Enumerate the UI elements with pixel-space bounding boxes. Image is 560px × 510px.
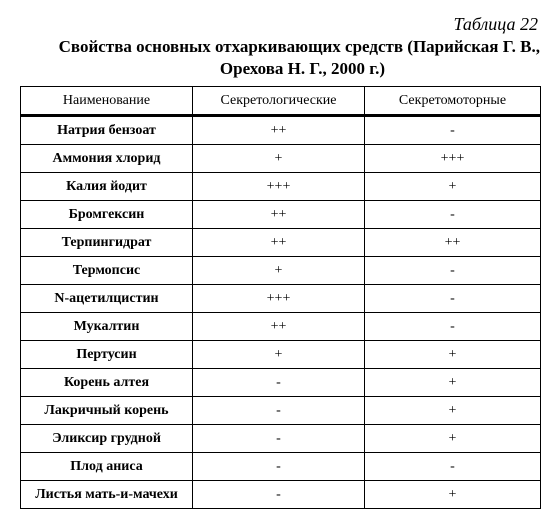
title-line-2: Орехова Н. Г., 2000 г.) [219,59,385,78]
secretomotor-cell: + [365,397,541,425]
drug-name-cell: Термопсис [21,257,193,285]
table-row [21,257,541,285]
secretolytic-cell: ++ [193,201,365,229]
column-header-secretomotor: Секретомоторные [365,87,541,116]
table-number: Таблица 22 [453,14,538,34]
drug-name-cell: Мукалтин [21,313,193,341]
secretolytic-cell: - [193,453,365,481]
secretomotor-cell: - [365,257,541,285]
table-row [21,425,541,453]
secretolytic-cell: - [193,481,365,509]
secretomotor-cell: - [365,285,541,313]
drug-name-cell: Корень алтея [21,369,193,397]
drug-name-cell: Аммония хлорид [21,145,193,173]
column-header-secretolytic: Секретологические [193,87,365,116]
secretolytic-cell: + [193,145,365,173]
table-row [21,145,541,173]
title-line-1: Свойства основных отхаркивающих средств (Парийская Г. В., [58,37,540,56]
secretomotor-cell: + [365,425,541,453]
secretomotor-cell: + [365,341,541,369]
table-row [21,481,541,509]
secretomotor-cell: + [365,369,541,397]
secretolytic-cell: ++ [193,313,365,341]
drug-name-cell: Натрия бензоат [21,116,193,145]
secretolytic-cell: - [193,425,365,453]
secretolytic-cell: +++ [193,285,365,313]
table-row [21,201,541,229]
secretomotor-cell: + [365,481,541,509]
expectorants-table [20,86,541,509]
header-row [21,87,541,116]
drug-name-cell: Листья мать-и-мачехи [21,481,193,509]
table-row [21,229,541,257]
drug-name-cell: N-ацетилцистин [21,285,193,313]
secretomotor-cell: - [365,453,541,481]
secretomotor-cell: - [365,201,541,229]
table-row [21,397,541,425]
column-header-name: Наименование [21,87,193,116]
secretolytic-cell: + [193,341,365,369]
drug-name-cell: Лакричный корень [21,397,193,425]
table-row [21,341,541,369]
table-row [21,453,541,481]
secretolytic-cell: - [193,369,365,397]
table-row [21,313,541,341]
table-title [20,36,540,80]
secretolytic-cell: ++ [193,116,365,145]
secretomotor-cell: +++ [365,145,541,173]
secretomotor-cell: - [365,116,541,145]
table-row [21,116,541,145]
drug-name-cell: Калия йодит [21,173,193,201]
table-row [21,285,541,313]
secretolytic-cell: +++ [193,173,365,201]
secretolytic-cell: ++ [193,229,365,257]
drug-name-cell: Пертусин [21,341,193,369]
secretomotor-cell: + [365,173,541,201]
table-row [21,369,541,397]
secretomotor-cell: - [365,313,541,341]
drug-name-cell: Терпингидрат [21,229,193,257]
table-row [21,173,541,201]
drug-name-cell: Бромгексин [21,201,193,229]
secretolytic-cell: + [193,257,365,285]
secretomotor-cell: ++ [365,229,541,257]
secretolytic-cell: - [193,397,365,425]
drug-name-cell: Плод аниса [21,453,193,481]
drug-name-cell: Эликсир грудной [21,425,193,453]
